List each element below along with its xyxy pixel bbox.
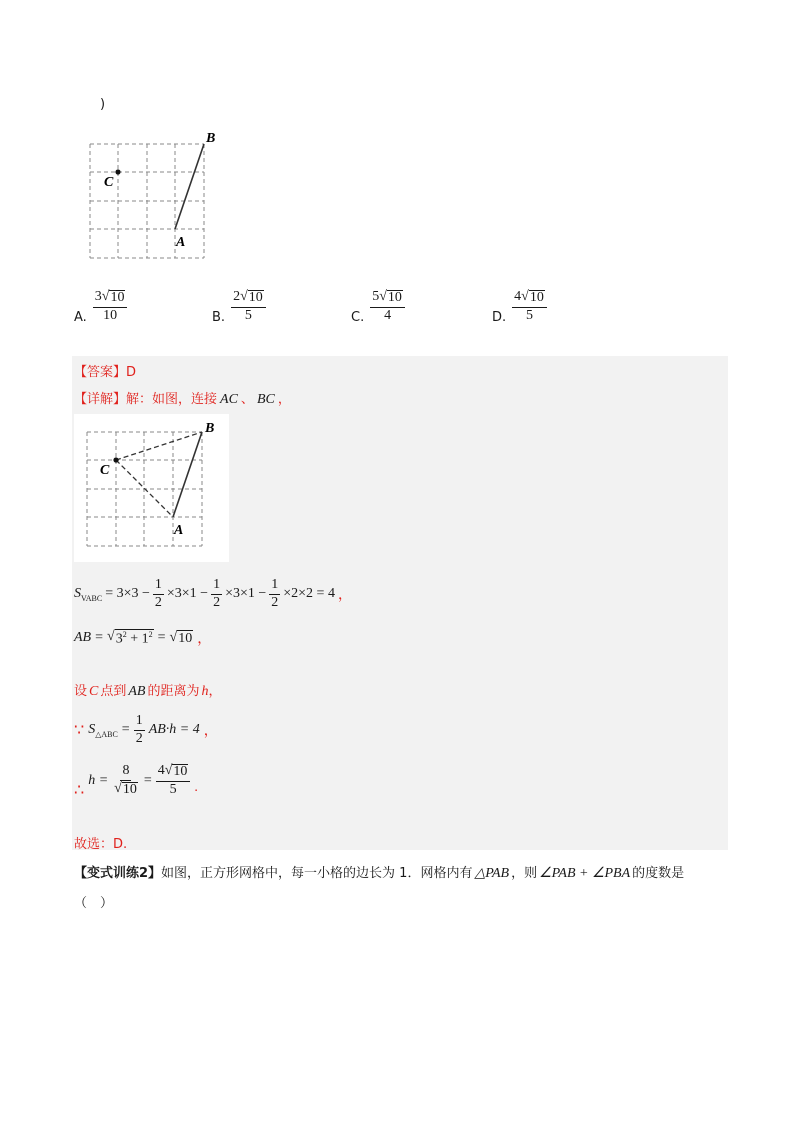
option-letter: C. xyxy=(351,310,365,325)
option-d[interactable] xyxy=(492,288,547,325)
comma: ， xyxy=(277,392,291,407)
question-figure xyxy=(85,128,225,264)
next-label: 【变式训练2】 xyxy=(74,866,162,881)
ab-equation: AB = √ $3^2 + 1^2$ = √ 10 ， xyxy=(74,628,212,647)
point-c xyxy=(115,169,120,174)
detail-label: 【详解】 xyxy=(74,392,127,407)
detail-line xyxy=(74,388,291,408)
area-equation: $S_{VABC}$ = 3×3 − $\frac{1}{2}$ ×3×1 − $\frac{1}{2}$ ×3×1 − $\frac{1}{2}$ ×2×2 = 4 ， xyxy=(74,577,352,610)
label-b: B xyxy=(206,131,216,146)
segment-ab xyxy=(173,432,202,517)
set-distance-line: 设 C 点到 AB 的距离为 h ， xyxy=(74,684,222,699)
label-c: C xyxy=(104,175,114,190)
answer-figure xyxy=(80,416,226,556)
option-fraction: 2 √ 10 5 xyxy=(231,290,266,323)
next-problem-line: 【变式训练2】 如图，正方形网格中，每一小格的边长为 1．网格内有 △PAB ，则 ∠PAB + ∠PBA 的度数是 xyxy=(74,862,684,882)
therefore-line: ∴ h = 8 √ 10 = 4 √ 10 5 . xyxy=(74,763,198,799)
segment-ab xyxy=(175,144,204,229)
option-fraction: 3 √ 10 10 xyxy=(93,290,128,323)
label-c: C xyxy=(100,463,110,478)
segment-cb xyxy=(116,432,202,460)
detail-intro: 解：如图，连接 xyxy=(126,392,218,407)
point-c xyxy=(113,457,118,462)
because-line: ∵ $S_{\triangle ABC}$ = $\frac{1}{2}$ AB·h = 4 ， xyxy=(74,713,218,746)
seg-bc: BC xyxy=(256,392,275,407)
option-a[interactable] xyxy=(74,288,127,325)
option-letter: D. xyxy=(492,310,507,325)
answer-line xyxy=(74,361,136,380)
answer-value: D xyxy=(126,365,137,380)
choose-line: 故选：D. xyxy=(74,837,128,852)
option-c[interactable] xyxy=(351,288,405,325)
option-fraction: 5 √ 10 4 xyxy=(370,290,405,323)
label-a: A xyxy=(176,235,186,250)
option-fraction: 4 √ 10 5 xyxy=(512,290,547,323)
label-a: A xyxy=(174,523,184,538)
answer-label: 【答案】 xyxy=(74,365,127,380)
option-b[interactable] xyxy=(212,288,266,325)
next-paren: （ ） xyxy=(74,896,114,911)
option-letter: B. xyxy=(212,310,226,325)
closing-paren: ) xyxy=(100,97,106,112)
option-letter: A. xyxy=(74,310,87,325)
separator: 、 xyxy=(240,392,254,407)
label-b: B xyxy=(205,421,215,436)
seg-ac: AC xyxy=(220,392,238,407)
